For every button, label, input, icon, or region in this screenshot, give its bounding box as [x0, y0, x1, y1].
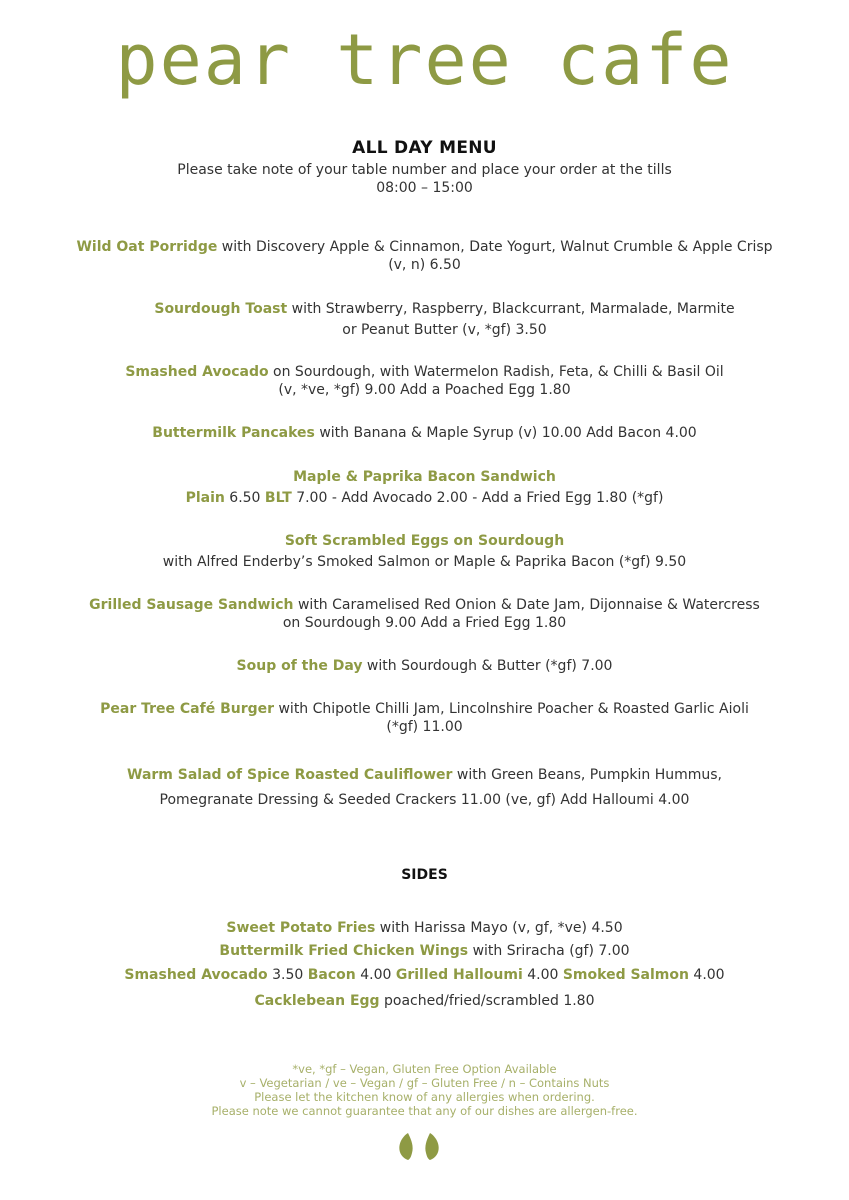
pear-leaves-icon	[396, 1133, 442, 1161]
item-desc: with Chipotle Chilli Jam, Lincolnshire Poacher & Roasted Garlic Aioli	[274, 701, 749, 717]
side-desc: poached/fried/scrambled 1.80	[379, 993, 595, 1009]
item-name: Buttermilk Pancakes	[152, 425, 315, 441]
menu-item-burger	[40, 700, 809, 736]
side-chicken-wings	[40, 942, 809, 960]
item-name: Maple & Paprika Bacon Sandwich	[293, 469, 556, 485]
item-name: Soup of the Day	[236, 658, 363, 674]
side-name: Cacklebean Egg	[254, 993, 380, 1009]
menu-item-scrambled-eggs	[40, 531, 809, 573]
extra-name: Bacon	[307, 967, 356, 983]
item-name: Soft Scrambled Eggs on Sourdough	[284, 533, 565, 549]
side-name: Sweet Potato Fries	[226, 920, 376, 936]
side-desc: with Sriracha (gf) 7.00	[468, 943, 630, 959]
side-desc: with Harissa Mayo (v, gf, *ve) 4.50	[375, 920, 623, 936]
side-cacklebean-egg	[40, 992, 809, 1010]
side-sweet-potato-fries	[40, 919, 809, 937]
item-option-blt-desc: 7.00 - Add Avocado 2.00 - Add a Fried Egg 1.80 (*gf)	[291, 490, 664, 506]
item-desc: with Discovery Apple & Cinnamon, Date Yogurt, Walnut Crumble & Apple Crisp	[217, 239, 773, 255]
item-desc: on Sourdough, with Watermelon Radish, Feta, & Chilli & Basil Oil	[268, 364, 724, 380]
allergen-footer	[40, 1062, 809, 1118]
menu-title: ALL DAY MENU	[352, 138, 497, 158]
extra-price: 4.00	[355, 967, 396, 983]
item-desc-cont: (*gf) 11.00	[386, 719, 463, 735]
footer-allergy-notice: Please let the kitchen know of any allergies when ordering.	[254, 1090, 595, 1104]
menu-item-bacon-sandwich	[40, 467, 809, 509]
item-desc-cont: (v, n) 6.50	[388, 257, 461, 273]
menu-item-smashed-avocado	[40, 363, 809, 399]
side-extras	[40, 966, 809, 984]
extra-price: 3.50	[267, 967, 308, 983]
item-desc: with Sourdough & Butter (*gf) 7.00	[362, 658, 613, 674]
menu-item-porridge	[40, 238, 809, 274]
item-desc-cont: with Alfred Enderby’s Smoked Salmon or Maple & Paprika Bacon (*gf) 9.50	[162, 554, 687, 570]
item-name: Smashed Avocado	[125, 364, 269, 380]
item-desc: with Caramelised Red Onion & Date Jam, Dijonnaise & Watercress	[293, 597, 760, 613]
item-desc: with Banana & Maple Syrup (v) 10.00 Add Bacon 4.00	[314, 425, 697, 441]
extra-price: 4.00	[522, 967, 563, 983]
footer-legend: v – Vegetarian / ve – Vegan / gf – Gluten Free / n – Contains Nuts	[239, 1076, 610, 1090]
item-desc-cont: Pomegranate Dressing & Seeded Crackers 11.00 (ve, gf) Add Halloumi 4.00	[159, 792, 690, 808]
menu-item-cauliflower-salad	[40, 763, 809, 813]
item-name: Wild Oat Porridge	[76, 239, 218, 255]
item-desc: with Strawberry, Raspberry, Blackcurrant, Marmalade, Marmite	[287, 301, 735, 317]
item-name: Warm Salad of Spice Roasted Cauliflower	[127, 767, 453, 783]
item-name: Grilled Sausage Sandwich	[89, 597, 294, 613]
opening-hours: 08:00 – 15:00	[376, 180, 473, 196]
sides-heading: SIDES	[401, 867, 448, 883]
menu-intro	[40, 161, 809, 197]
item-option-blt: BLT	[264, 490, 292, 506]
extra-name: Smashed Avocado	[124, 967, 268, 983]
brand-wordmark: pear tree cafe	[115, 19, 734, 101]
menu-item-pancakes	[40, 424, 809, 442]
item-desc-cont: or Peanut Butter (v, *gf) 3.50	[342, 322, 547, 338]
extra-price: 4.00	[688, 967, 725, 983]
footer-disclaimer: Please note we cannot guarantee that any of our dishes are allergen-free.	[211, 1104, 638, 1118]
item-option-plain: Plain	[185, 490, 225, 506]
side-name: Buttermilk Fried Chicken Wings	[219, 943, 469, 959]
item-name: Sourdough Toast	[154, 301, 288, 317]
footer-options-note: *ve, *gf – Vegan, Gluten Free Option Available	[292, 1062, 557, 1076]
item-desc: with Green Beans, Pumpkin Hummus,	[452, 767, 722, 783]
item-desc-cont: on Sourdough 9.00 Add a Fried Egg 1.80	[282, 615, 567, 631]
menu-item-sourdough-toast	[60, 299, 829, 341]
menu-item-soup	[40, 657, 809, 675]
intro-instruction: Please take note of your table number and place your order at the tills	[177, 162, 672, 178]
menu-item-sausage-sandwich	[40, 596, 809, 632]
item-desc-cont: (v, *ve, *gf) 9.00 Add a Poached Egg 1.80	[278, 382, 571, 398]
item-name: Pear Tree Café Burger	[100, 701, 275, 717]
item-option-plain-price: 6.50	[224, 490, 265, 506]
extra-name: Smoked Salmon	[562, 967, 689, 983]
extra-name: Grilled Halloumi	[395, 967, 523, 983]
